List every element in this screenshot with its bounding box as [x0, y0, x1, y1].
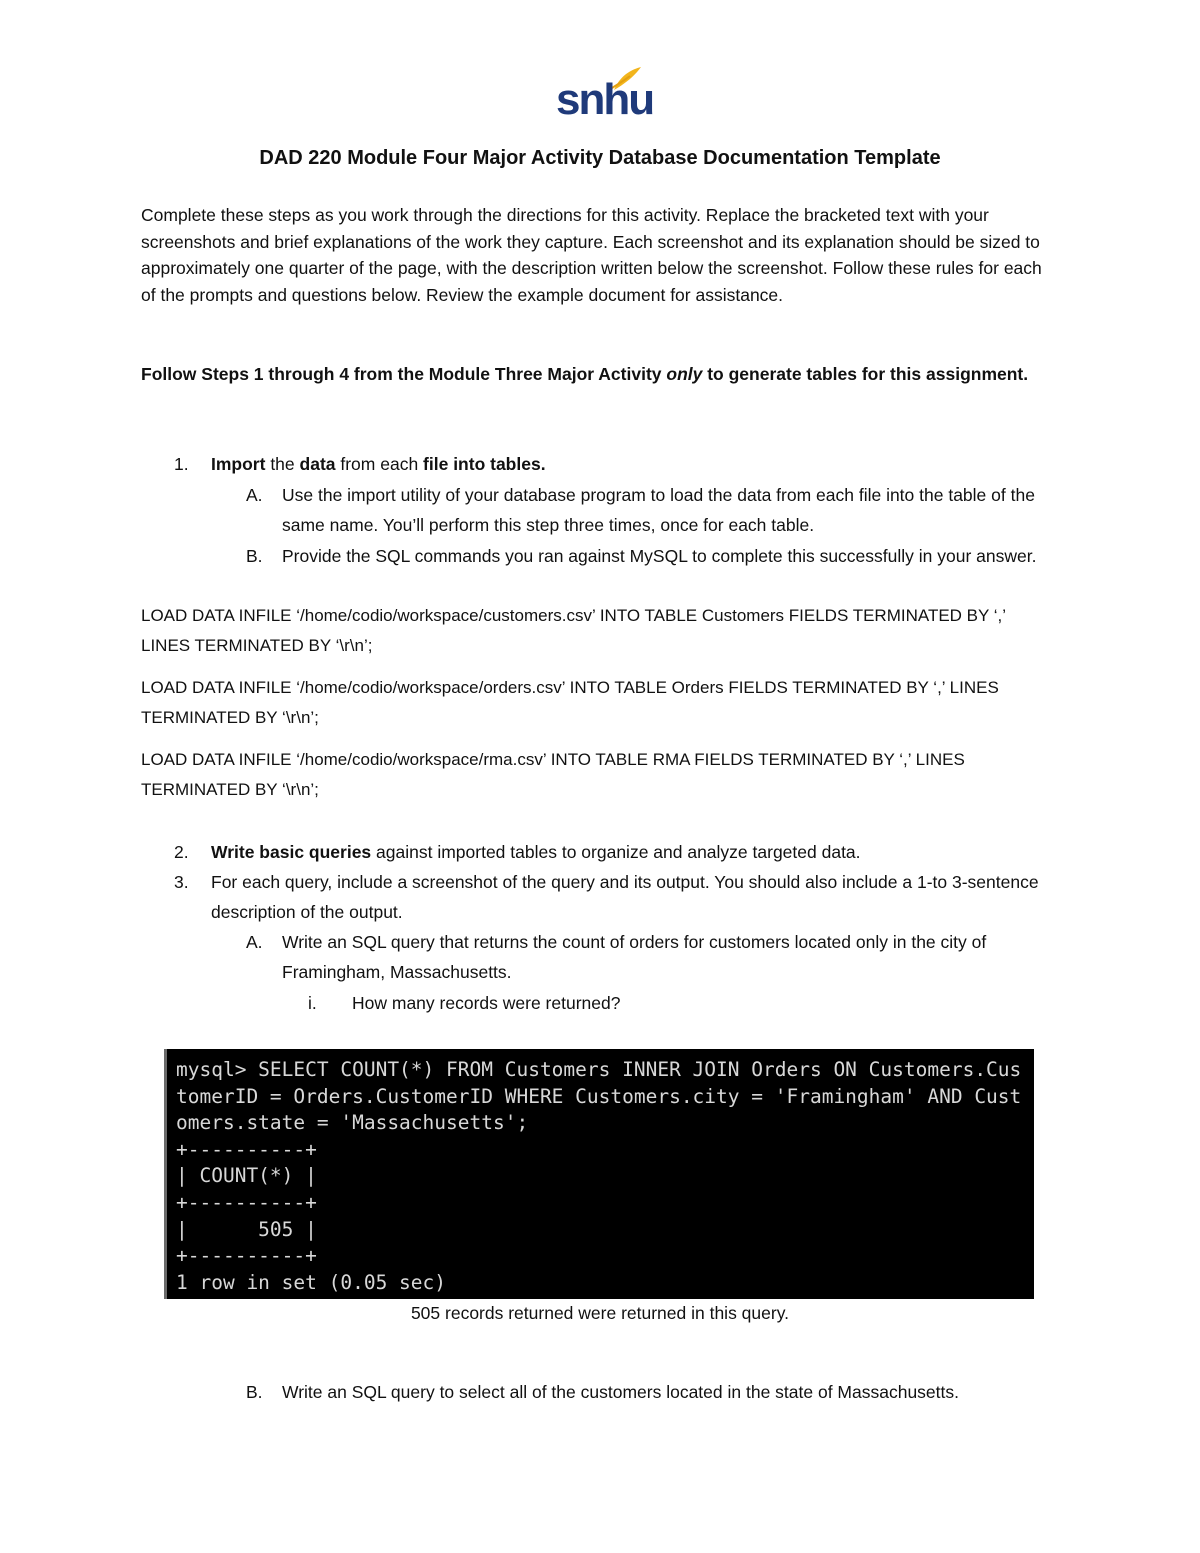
logo-text: snhu	[556, 75, 654, 124]
document-title: DAD 220 Module Four Major Activity Database Documentation Template	[259, 147, 941, 169]
step-3b-text: Write an SQL query to select all of the customers located in the state of Massachusetts.	[282, 1382, 959, 1402]
step-1-bold-import: Import	[211, 454, 266, 474]
terminal-line: +----------+	[176, 1190, 317, 1214]
step-1-bold-data: data	[299, 454, 336, 474]
terminal-line: | COUNT(*) |	[176, 1164, 317, 1188]
terminal-line: omers.state = 'Massachusetts';	[176, 1111, 529, 1135]
intro-paragraph: Complete these steps as you work through the directions for this activity. Replace the bracketed text with your screenshots and brief explanations of the work they capture. Each screenshot and its explanation should be sized to approximately one quarter of the page, with the description written below the screenshot. Follow these rules for each of the prompts and questions below. Review the example document for assistance.	[141, 205, 1042, 305]
step-1a-marker: A.	[246, 485, 263, 505]
step-2-bold: Write basic queries	[211, 842, 372, 862]
sql-command-customers: LOAD DATA INFILE ‘/home/codio/workspace/customers.csv’ INTO TABLE Customers FIELDS TERMINATED BY ‘,’ LINES TERMINATED BY ‘\r\n’;	[141, 606, 1006, 655]
terminal-line: 1 row in set (0.05 sec)	[176, 1270, 447, 1294]
terminal-line: | 505 |	[176, 1217, 317, 1241]
terminal-line: mysql> SELECT COUNT(*) FROM Customers INNER JOIN Orders ON Customers.Cus	[176, 1058, 1022, 1081]
note-pre: Follow Steps 1 through 4 from the Module Three Major Activity	[141, 364, 667, 384]
step-1-text-part: the	[265, 454, 300, 474]
snhu-logo	[556, 66, 654, 126]
step-1b-marker: B.	[246, 546, 263, 566]
sql-command-rma: LOAD DATA INFILE ‘/home/codio/workspace/rma.csv’ INTO TABLE RMA FIELDS TERMINATED BY ‘,’ LINES TERMINATED BY ‘\r\n’;	[141, 750, 965, 799]
step-1b-text: Provide the SQL commands you ran against MySQL to complete this successfully in your answer.	[282, 546, 1037, 566]
step-1-text-part: from each	[335, 454, 424, 474]
step-1-number: 1.	[174, 454, 189, 474]
note-post: to generate tables for this assignment.	[702, 364, 1029, 384]
sql-command-orders: LOAD DATA INFILE ‘/home/codio/workspace/orders.csv’ INTO TABLE Orders FIELDS TERMINATED BY ‘,’ LINES TERMINATED BY ‘\r\n’;	[141, 678, 999, 727]
step-1a-text: Use the import utility of your database program to load the data from each file into the table of the same name. You’ll perform this step three times, once for each table.	[282, 485, 1035, 535]
terminal-line: +----------+	[176, 1244, 317, 1268]
step-3a-text: Write an SQL query that returns the count of orders for customers located only in the city of Framingham, Massachusetts.	[282, 932, 987, 982]
screenshot-caption: 505 records returned were returned in this query.	[410, 1303, 790, 1323]
step-3-text: For each query, include a screenshot of the query and its output. You should also include a 1-to 3-sentence description of the output.	[211, 872, 1039, 922]
steps-note	[141, 360, 1046, 390]
terminal-line: +----------+	[176, 1137, 317, 1161]
step-3a-marker: A.	[246, 932, 263, 952]
step-3-number: 3.	[174, 872, 189, 892]
step-3ai-text: How many records were returned?	[352, 993, 621, 1013]
terminal-line: tomerID = Orders.CustomerID WHERE Customers.city = 'Framingham' AND Cust	[176, 1084, 1022, 1108]
note-emphasis: only	[666, 364, 703, 384]
step-2-rest: against imported tables to organize and analyze targeted data.	[371, 842, 861, 862]
step-1-text	[211, 449, 1051, 479]
step-3b-marker: B.	[246, 1382, 263, 1402]
step-3ai-marker: i.	[308, 993, 317, 1013]
step-2-text	[211, 837, 1061, 867]
terminal-screenshot	[164, 1049, 1034, 1299]
step-1-bold-tables: file into tables.	[423, 454, 546, 474]
step-2-number: 2.	[174, 842, 189, 862]
